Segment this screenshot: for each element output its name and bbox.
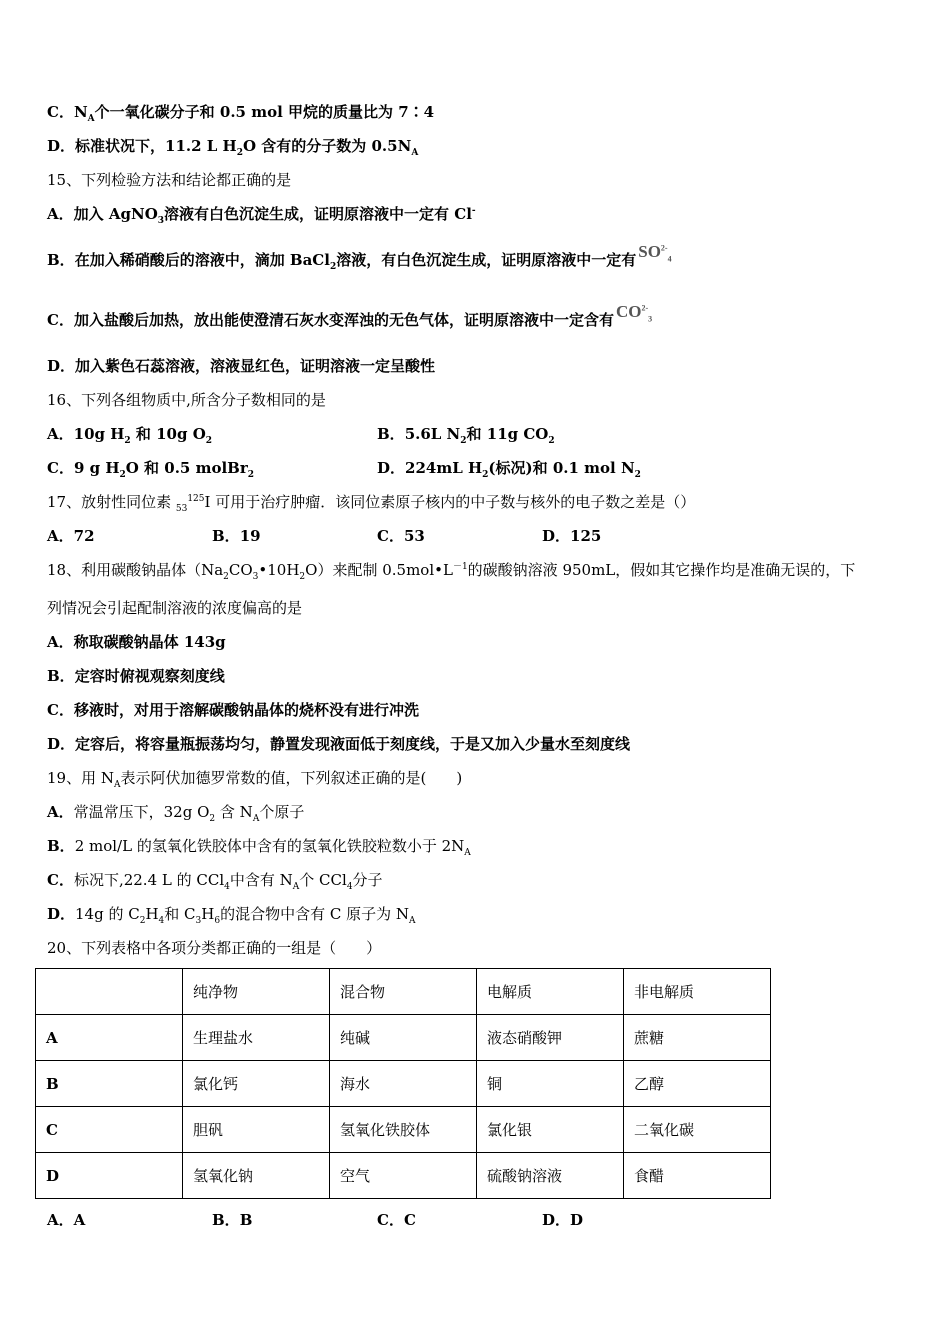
table-row-label: C	[36, 1107, 183, 1153]
table-cell: 海水	[330, 1061, 477, 1107]
q20-option-d: D．D	[542, 1211, 584, 1229]
q19-option-c: C．标况下,22.4 L 的 CCl$_4$中含有 $N_A$个 CCl$_4$分子	[47, 871, 383, 892]
carbonate-ion-formula: $CO^{2-}_3$	[615, 302, 653, 324]
q18-option-b: B．定容时俯视观察刻度线	[47, 667, 225, 685]
q14-option-c: C．$N_A$个一氧化碳分子和 0.5 mol 甲烷的质量比为 7∶4	[47, 103, 435, 124]
q16-option-b: B．5.6L $N_2$和 11g $CO_2$	[377, 425, 555, 446]
q19-stem: 19、用 $N_A$表示阿伏加德罗常数的值，下列叙述正确的是( )	[47, 769, 463, 790]
q15-option-a: A．加入 AgNO$_3$溶液有白色沉淀生成，证明原溶液中一定有 Cl-	[47, 205, 476, 226]
table-header-cell	[36, 969, 183, 1015]
table-cell: 液态硝酸钾	[477, 1015, 624, 1061]
table-cell: 氯化钙	[183, 1061, 330, 1107]
table-row-label: B	[36, 1061, 183, 1107]
q15-option-b: B．在加入稀硝酸后的溶液中，滴加 BaCl$_2$溶液，有白色沉淀生成，证明原溶液中一定有 $SO^{2-}_4$	[47, 242, 672, 272]
table-cell: 铜	[477, 1061, 624, 1107]
table-header-cell: 纯净物	[183, 969, 330, 1015]
q20-option-c: C．C	[377, 1211, 416, 1229]
q18-option-a: A．称取碳酸钠晶体 143g	[47, 633, 226, 651]
table-cell: 空气	[330, 1153, 477, 1199]
q18-option-d: D．定容后，将容量瓶振荡均匀，静置发现液面低于刻度线，于是又加入少量水至刻度线	[47, 735, 631, 753]
table-row	[36, 1107, 771, 1153]
table-row-label: A	[36, 1015, 183, 1061]
table-row	[36, 1061, 771, 1107]
q17-option-d: D．125	[542, 527, 602, 545]
table-cell: 蔗糖	[624, 1015, 771, 1061]
table-row	[36, 1015, 771, 1061]
table-header-cell: 非电解质	[624, 969, 771, 1015]
q19-option-a: A．常温常压下，32g $O_2$ 含 $N_A$个原子	[47, 803, 305, 824]
table-cell: 氢氧化钠	[183, 1153, 330, 1199]
q20-option-a: A．A	[47, 1211, 86, 1229]
q15-stem: 15、下列检验方法和结论都正确的是	[47, 171, 292, 189]
table-cell: 氯化银	[477, 1107, 624, 1153]
q16-stem: 16、下列各组物质中,所含分子数相同的是	[47, 391, 326, 409]
q20-stem: 20、下列表格中各项分类都正确的一组是（ ）	[47, 939, 382, 957]
table-cell: 食醋	[624, 1153, 771, 1199]
table-cell: 氢氧化铁胶体	[330, 1107, 477, 1153]
q17-option-b: B．19	[212, 527, 261, 545]
q19-option-d: D．14g 的 $C_2H_4$和 $C_3H_6$的混合物中含有 C 原子为 $N_A$	[47, 905, 416, 926]
q15-option-c: C．加入盐酸后加热，放出能使澄清石灰水变浑浊的无色气体，证明原溶液中一定含有 $CO^{2-}_3$	[47, 302, 653, 329]
table-cell: 乙醇	[624, 1061, 771, 1107]
q15-option-d: D．加入紫色石蕊溶液，溶液显红色，证明溶液一定呈酸性	[47, 357, 436, 375]
table-header-row	[36, 969, 771, 1015]
q16-option-c: C．9 g $H_2O$ 和 0.5 molBr$_2$	[47, 459, 255, 480]
table-cell: 生理盐水	[183, 1015, 330, 1061]
q16-option-d: D．224mL $H_2$(标况)和 0.1 mol $N_2$	[377, 459, 641, 480]
sulfate-ion-formula: $SO^{2-}_4$	[638, 242, 672, 264]
table-cell: 纯碱	[330, 1015, 477, 1061]
q18-stem-line2: 列情况会引起配制溶液的浓度偏高的是	[47, 599, 303, 617]
q14-option-d: D．标准状况下，11.2 L $H_2O$ 含有的分子数为 $0.5N_A$	[47, 137, 419, 158]
classification-table	[35, 968, 771, 1199]
q17-option-c: C．53	[377, 527, 425, 545]
table-cell: 二氧化碳	[624, 1107, 771, 1153]
q20-option-b: B．B	[212, 1211, 253, 1229]
q19-option-b: B．2 mol/L 的氢氧化铁胶体中含有的氢氧化铁胶粒数小于 $2N_A$	[47, 837, 471, 858]
table-header-cell: 电解质	[477, 969, 624, 1015]
q18-option-c: C．移液时，对用于溶解碳酸钠晶体的烧杯没有进行冲洗	[47, 701, 419, 719]
table-cell: 胆矾	[183, 1107, 330, 1153]
table-row	[36, 1153, 771, 1199]
q17-stem: 17、放射性同位素 $_{53}^{125}$I 可用于治疗肿瘤．该同位素原子核内的中子数与核外的电子数之差是（）	[47, 493, 696, 514]
q17-option-a: A．72	[47, 527, 95, 545]
q16-option-a: A．10g $H_2$ 和 10g $O_2$	[47, 425, 213, 446]
table-cell: 硫酸钠溶液	[477, 1153, 624, 1199]
table-header-cell: 混合物	[330, 969, 477, 1015]
q18-stem-line1: 18、利用碳酸钠晶体$(Na_2CO_3•10H_2O)$来配制 $0.5mol•L^{-1}$的碳酸钠溶液 950mL，假如其它操作均是准确无误的，下	[47, 561, 856, 582]
table-row-label: D	[36, 1153, 183, 1199]
